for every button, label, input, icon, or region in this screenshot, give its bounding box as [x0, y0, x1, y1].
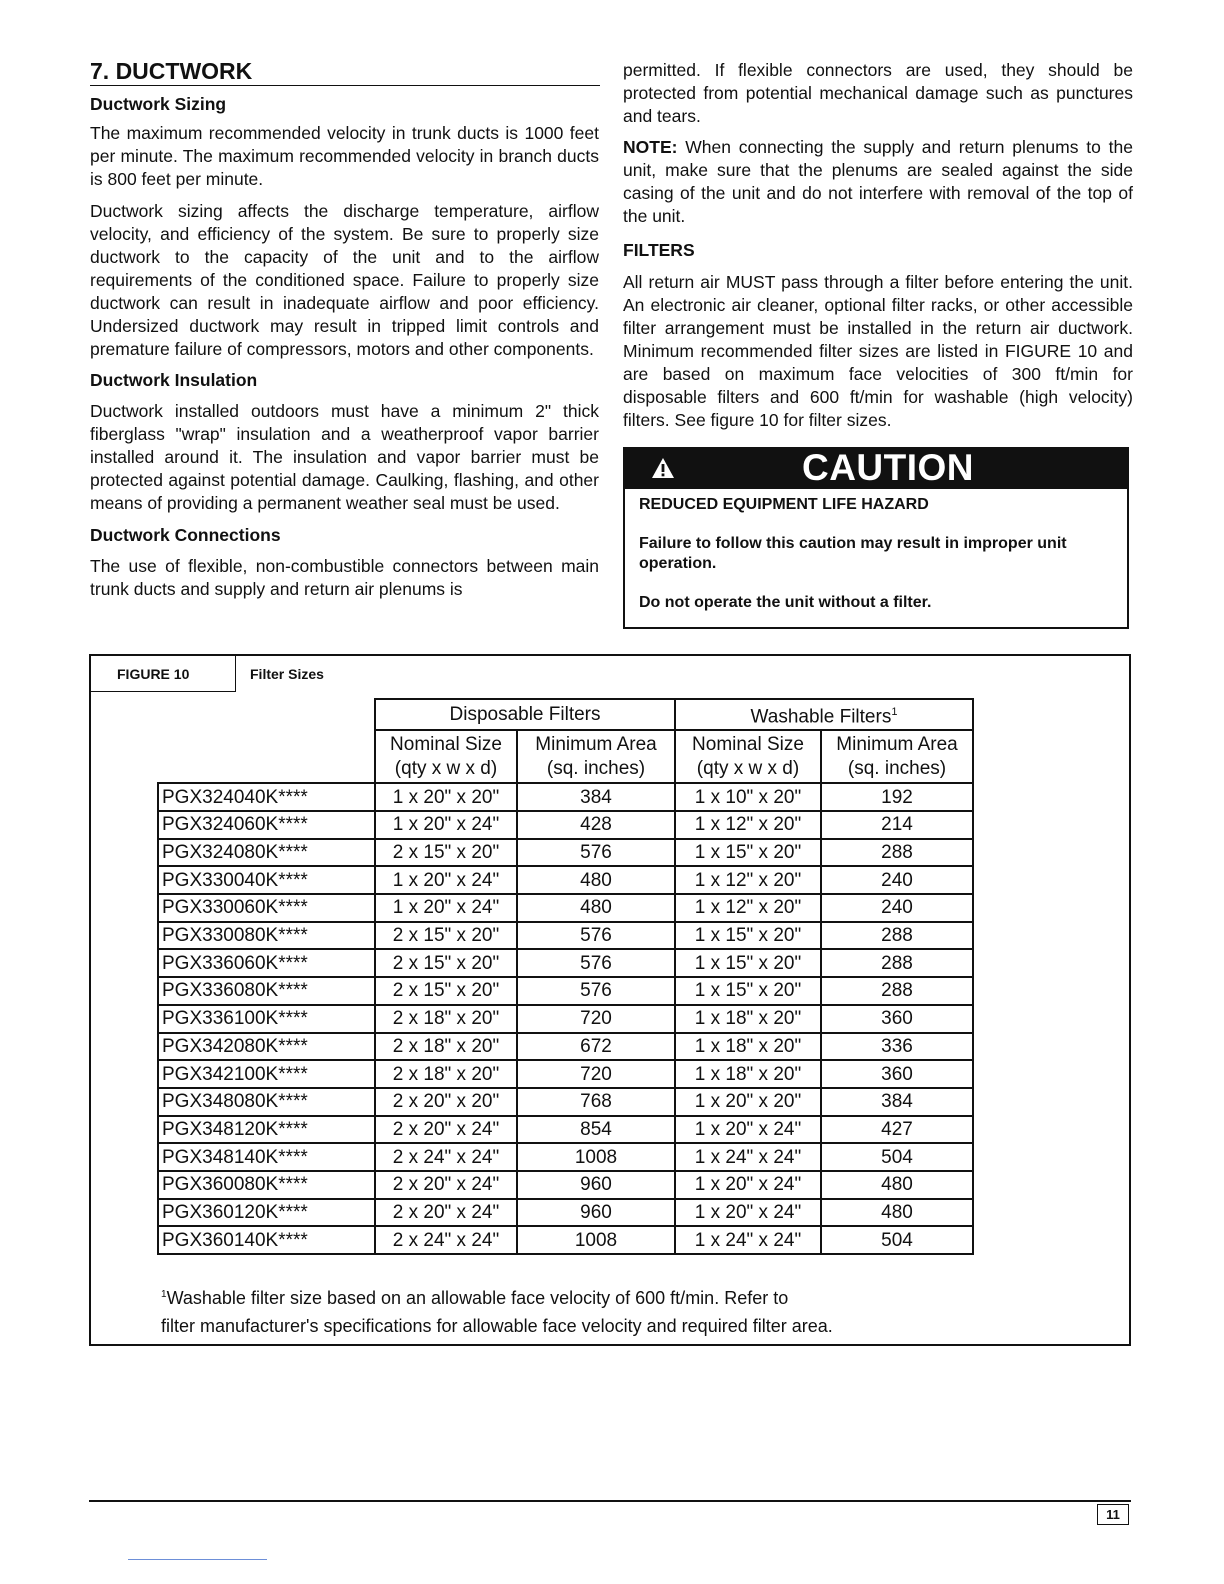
- cell-disposable-area: 384: [517, 783, 675, 811]
- table-row: [158, 1116, 973, 1144]
- table-row: [158, 977, 973, 1005]
- table-row: [158, 1171, 973, 1199]
- cell-disposable-area: 854: [517, 1116, 675, 1144]
- cell-disposable-area: 768: [517, 1088, 675, 1116]
- caution-line-2: Do not operate the unit without a filter.: [639, 594, 932, 611]
- right-column: [623, 59, 1133, 432]
- cell-washable-nominal: 1 x 18" x 20": [675, 1060, 821, 1088]
- caution-line-1: Failure to follow this caution may result in improper unit operation.: [639, 535, 1067, 572]
- figure-label: FIGURE 10: [91, 656, 236, 692]
- table-row: [158, 1143, 973, 1171]
- cell-washable-nominal: 1 x 15" x 20": [675, 839, 821, 867]
- cell-washable-area: 336: [821, 1033, 973, 1061]
- cell-disposable-nominal: 2 x 18" x 20": [375, 1033, 517, 1061]
- section-title: 7. DUCTWORK: [90, 58, 600, 86]
- table-row: [158, 1005, 973, 1033]
- cell-model: PGX342080K****: [158, 1033, 375, 1061]
- footer-rule: [89, 1500, 1131, 1502]
- cell-disposable-area: 480: [517, 894, 675, 922]
- cell-disposable-nominal: 2 x 24" x 24": [375, 1226, 517, 1254]
- cell-model: PGX324080K****: [158, 839, 375, 867]
- cell-model: PGX324040K****: [158, 783, 375, 811]
- bottom-accent-line: [128, 1559, 267, 1560]
- cell-disposable-area: 1008: [517, 1143, 675, 1171]
- filters-heading: FILTERS: [623, 240, 695, 260]
- figure-10: [89, 654, 1131, 1346]
- table-row: [158, 1088, 973, 1116]
- note-text: When connecting the supply and return plenums to the unit, make sure that the plenums are sealed against the side casing of the unit and do not interfere with removal of the top of the unit.: [623, 137, 1133, 226]
- caution-box: [623, 447, 1129, 629]
- cell-disposable-nominal: 2 x 15" x 20": [375, 839, 517, 867]
- cell-disposable-area: 576: [517, 839, 675, 867]
- cell-model: PGX342100K****: [158, 1060, 375, 1088]
- group-disposable-label: Disposable Filters: [449, 704, 601, 726]
- table-corner: [158, 699, 375, 730]
- cell-model: PGX360140K****: [158, 1226, 375, 1254]
- cell-disposable-nominal: 2 x 18" x 20": [375, 1060, 517, 1088]
- footnote-number: 1: [161, 1289, 167, 1300]
- table-row: [158, 783, 973, 811]
- cell-disposable-area: 576: [517, 977, 675, 1005]
- filters-paragraph: All return air MUST pass through a filter before entering the unit. An electronic air cleaner, optional filter racks, or other accessible filter arrangement must be installed in the return air ductwork. Minimum recommended filter sizes are listed in FIGURE 10 and are based on maximum face velocities of 300 ft/min for disposable filters and 600 ft/min for washable (high velocity) filters. See figure 10 for filter sizes.: [623, 272, 1133, 430]
- cell-disposable-nominal: 2 x 20" x 24": [375, 1116, 517, 1144]
- cell-washable-nominal: 1 x 20" x 20": [675, 1088, 821, 1116]
- cell-washable-nominal: 1 x 15" x 20": [675, 977, 821, 1005]
- col-disposable-area: [517, 730, 675, 783]
- cell-washable-nominal: 1 x 18" x 20": [675, 1033, 821, 1061]
- caution-word: CAUTION: [801, 447, 975, 488]
- footnote-line-1: [161, 1281, 833, 1312]
- insulation-heading: Ductwork Insulation: [90, 370, 258, 390]
- cell-washable-area: 288: [821, 839, 973, 867]
- cell-washable-area: 480: [821, 1199, 973, 1227]
- cell-disposable-nominal: 2 x 15" x 20": [375, 977, 517, 1005]
- cell-washable-nominal: 1 x 20" x 24": [675, 1116, 821, 1144]
- filter-size-table: [157, 698, 974, 1255]
- cell-washable-nominal: 1 x 12" x 20": [675, 811, 821, 839]
- cell-disposable-nominal: 2 x 24" x 24": [375, 1143, 517, 1171]
- group-washable-label: Washable Filters: [750, 706, 892, 728]
- cell-model: PGX348140K****: [158, 1143, 375, 1171]
- col-area-line-2: (sq. inches): [546, 757, 646, 779]
- footnote-text-1: Washable filter size based on an allowable face velocity of 600 ft/min. Refer to: [166, 1288, 789, 1308]
- cell-disposable-area: 720: [517, 1060, 675, 1088]
- cell-washable-nominal: 1 x 18" x 20": [675, 1005, 821, 1033]
- table-row: [158, 1033, 973, 1061]
- note-paragraph: [623, 136, 1133, 228]
- cell-disposable-nominal: 2 x 15" x 20": [375, 922, 517, 950]
- table-group-header-row: [158, 699, 973, 730]
- cell-disposable-area: 960: [517, 1199, 675, 1227]
- cell-disposable-nominal: 1 x 20" x 24": [375, 866, 517, 894]
- table-column-header-row: [158, 730, 973, 783]
- cell-washable-area: 504: [821, 1226, 973, 1254]
- cell-washable-nominal: 1 x 10" x 20": [675, 783, 821, 811]
- cell-model: PGX360120K****: [158, 1199, 375, 1227]
- col-nominal-line-2: (qty x w x d): [394, 757, 498, 779]
- cell-disposable-nominal: 2 x 20" x 20": [375, 1088, 517, 1116]
- sizing-paragraph-2: Ductwork sizing affects the discharge temperature, airflow velocity, and efficiency of the system. Be sure to properly size ductwork to the capacity of the unit and to the airflow requirements of the conditioned space. Failure to properly size ductwork can result in inadequate airflow and poor efficiency. Undersized ductwork may result in tripped limit controls and premature failure of compressors, motors and other components.: [90, 201, 599, 359]
- table-row: [158, 894, 973, 922]
- cell-washable-nominal: 1 x 12" x 20": [675, 866, 821, 894]
- table-row: [158, 949, 973, 977]
- cell-disposable-nominal: 1 x 20" x 24": [375, 894, 517, 922]
- cell-washable-nominal: 1 x 15" x 20": [675, 922, 821, 950]
- col-nominal-line-1: Nominal Size: [692, 733, 804, 755]
- cell-washable-nominal: 1 x 12" x 20": [675, 894, 821, 922]
- cell-disposable-area: 960: [517, 1171, 675, 1199]
- cell-washable-area: 360: [821, 1060, 973, 1088]
- cell-disposable-area: 576: [517, 949, 675, 977]
- table-row: [158, 1199, 973, 1227]
- cell-washable-area: 240: [821, 894, 973, 922]
- cell-washable-area: 384: [821, 1088, 973, 1116]
- cell-model: PGX330040K****: [158, 866, 375, 894]
- cell-washable-area: 240: [821, 866, 973, 894]
- cell-washable-area: 480: [821, 1171, 973, 1199]
- col-nominal-line-2: (qty x w x d): [696, 757, 800, 779]
- group-washable: [675, 699, 973, 730]
- cell-washable-area: 288: [821, 977, 973, 1005]
- cell-model: PGX330080K****: [158, 922, 375, 950]
- col-washable-area: [821, 730, 973, 783]
- cell-disposable-nominal: 1 x 20" x 20": [375, 783, 517, 811]
- cell-disposable-area: 720: [517, 1005, 675, 1033]
- cell-disposable-nominal: 2 x 20" x 24": [375, 1171, 517, 1199]
- cell-model: PGX324060K****: [158, 811, 375, 839]
- figure-footnote: [161, 1281, 833, 1340]
- cell-disposable-nominal: 2 x 15" x 20": [375, 949, 517, 977]
- caution-header: [625, 449, 1127, 489]
- sizing-heading: Ductwork Sizing: [90, 94, 227, 114]
- col-washable-nominal: [675, 730, 821, 783]
- group-disposable: [375, 699, 675, 730]
- cell-disposable-area: 428: [517, 811, 675, 839]
- col-area-line-1: Minimum Area: [836, 733, 958, 755]
- table-row: [158, 866, 973, 894]
- table-row: [158, 839, 973, 867]
- cell-washable-area: 504: [821, 1143, 973, 1171]
- cell-model: PGX360080K****: [158, 1171, 375, 1199]
- sizing-paragraph-1: The maximum recommended velocity in trunk ducts is 1000 feet per minute. The maximum recommended velocity in branch ducts is 800 feet per minute.: [90, 123, 599, 189]
- cell-washable-area: 288: [821, 922, 973, 950]
- footnote-line-2: filter manufacturer's specifications for allowable face velocity and required filter area.: [161, 1316, 833, 1336]
- note-label: NOTE:: [623, 137, 678, 157]
- figure-caption: Filter Sizes: [250, 666, 324, 682]
- table-row: [158, 922, 973, 950]
- col-disposable-nominal: [375, 730, 517, 783]
- continued-paragraph: permitted. If flexible connectors are used, they should be protected from potential mechanical damage such as punctures and tears.: [623, 60, 1133, 126]
- page-number: 11: [1097, 1504, 1129, 1525]
- col-area-line-2: (sq. inches): [847, 757, 947, 779]
- cell-model: PGX336080K****: [158, 977, 375, 1005]
- footnote-marker: 1: [891, 706, 898, 718]
- cell-washable-nominal: 1 x 24" x 24": [675, 1143, 821, 1171]
- col-nominal-line-1: Nominal Size: [390, 733, 502, 755]
- left-column: [90, 93, 599, 601]
- cell-washable-nominal: 1 x 20" x 24": [675, 1171, 821, 1199]
- cell-washable-area: 360: [821, 1005, 973, 1033]
- cell-disposable-area: 1008: [517, 1226, 675, 1254]
- cell-model: PGX336060K****: [158, 949, 375, 977]
- table-row: [158, 811, 973, 839]
- table-corner-2: [158, 730, 375, 783]
- cell-washable-area: 427: [821, 1116, 973, 1144]
- cell-disposable-area: 672: [517, 1033, 675, 1061]
- col-area-line-1: Minimum Area: [535, 733, 657, 755]
- connections-heading: Ductwork Connections: [90, 525, 281, 545]
- cell-washable-nominal: 1 x 20" x 24": [675, 1199, 821, 1227]
- cell-disposable-nominal: 2 x 18" x 20": [375, 1005, 517, 1033]
- cell-model: PGX336100K****: [158, 1005, 375, 1033]
- caution-hazard: REDUCED EQUIPMENT LIFE HAZARD: [639, 496, 929, 513]
- cell-disposable-nominal: 1 x 20" x 24": [375, 811, 517, 839]
- cell-model: PGX330060K****: [158, 894, 375, 922]
- table-row: [158, 1226, 973, 1254]
- cell-disposable-area: 576: [517, 922, 675, 950]
- connections-paragraph: The use of flexible, non-combustible connectors between main trunk ducts and supply and return air plenums is: [90, 556, 599, 599]
- cell-model: PGX348120K****: [158, 1116, 375, 1144]
- cell-washable-area: 192: [821, 783, 973, 811]
- cell-washable-nominal: 1 x 24" x 24": [675, 1226, 821, 1254]
- cell-disposable-nominal: 2 x 20" x 24": [375, 1199, 517, 1227]
- cell-washable-area: 288: [821, 949, 973, 977]
- cell-model: PGX348080K****: [158, 1088, 375, 1116]
- insulation-paragraph: Ductwork installed outdoors must have a minimum 2" thick fiberglass "wrap" insulation and a weatherproof vapor barrier installed around it. The insulation and vapor barrier must be protected against potential damage. Caulking, flashing, and other means of providing a permanent weather seal must be used.: [90, 401, 599, 513]
- cell-washable-nominal: 1 x 15" x 20": [675, 949, 821, 977]
- cell-disposable-area: 480: [517, 866, 675, 894]
- cell-washable-area: 214: [821, 811, 973, 839]
- table-row: [158, 1060, 973, 1088]
